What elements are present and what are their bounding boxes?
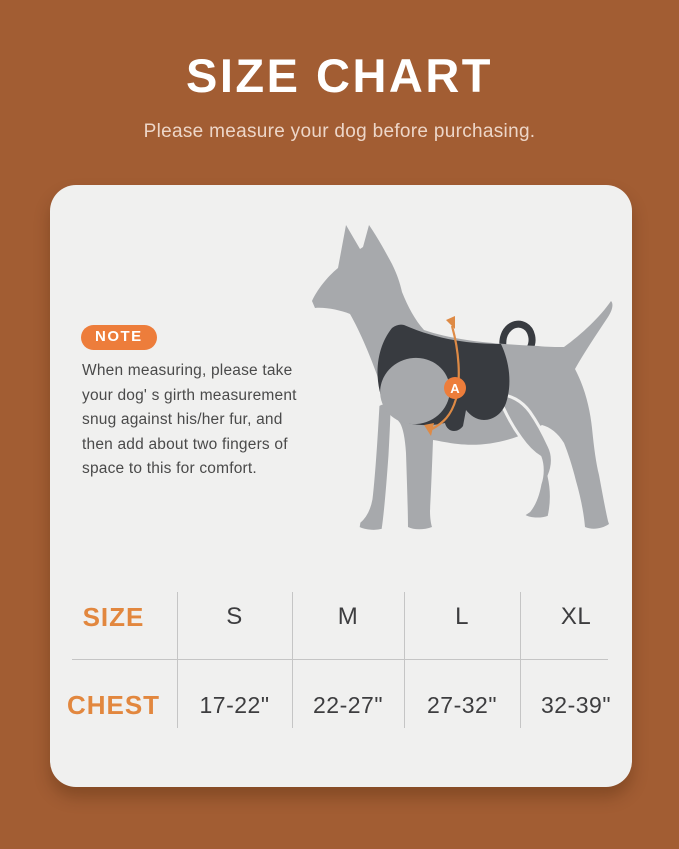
size-column-m: M <box>337 603 359 630</box>
chest-row-label: CHEST <box>66 689 161 720</box>
dog-harness-illustration <box>300 213 632 548</box>
note-line: snug against his/her fur, and <box>82 411 283 429</box>
table-divider <box>72 659 608 660</box>
size-column-s: S <box>226 603 243 630</box>
page-subtitle: Please measure your dog before purchasing. <box>143 121 536 142</box>
size-table <box>50 575 632 735</box>
tape-arrow-top <box>446 316 455 329</box>
measure-marker-label: A <box>450 381 460 396</box>
page-title: SIZE CHART <box>186 49 493 102</box>
table-row <box>50 683 632 727</box>
note-line: then add about two fingers of <box>82 435 288 453</box>
table-header-row <box>50 595 632 639</box>
size-column-xl: XL <box>560 603 592 630</box>
size-column-l: L <box>455 603 469 630</box>
note-line: space to this for comfort. <box>82 460 257 478</box>
note-line: When measuring, please take <box>82 362 293 379</box>
note-badge: NOTE <box>81 325 157 350</box>
size-header-label: SIZE <box>82 601 145 632</box>
chest-value-l: 27-32" <box>427 691 497 718</box>
dog-front-leg <box>358 403 392 531</box>
content-card <box>50 185 632 787</box>
note-line: your dog' s girth measurement <box>82 386 297 404</box>
chest-value-m: 22-27" <box>313 691 383 718</box>
note-text <box>82 359 297 482</box>
chest-value-xl: 32-39" <box>541 691 611 718</box>
chest-value-s: 17-22" <box>199 691 270 718</box>
